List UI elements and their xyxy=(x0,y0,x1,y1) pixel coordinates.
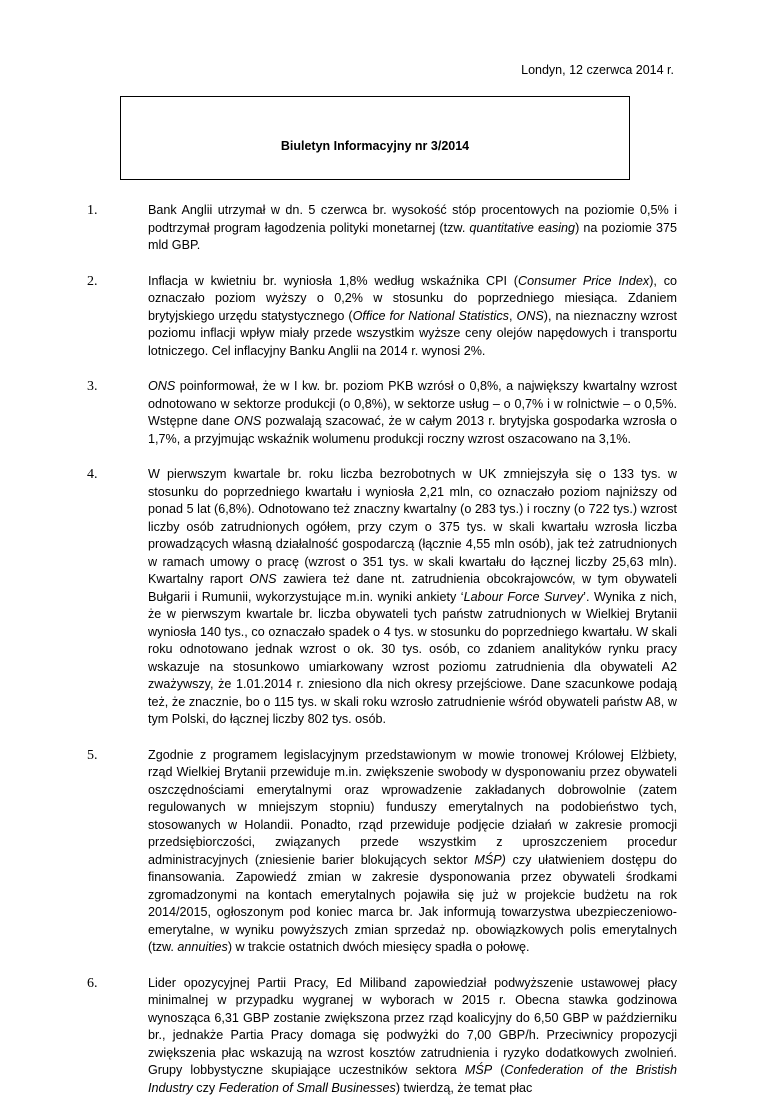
list-item-number: 4. xyxy=(87,467,98,482)
italic-term: quantitative easing xyxy=(469,220,576,235)
italic-term: MŚP xyxy=(464,1063,493,1077)
italic-term: Office for National Statistics xyxy=(352,308,509,323)
italic-term: Federation of Small Businesses xyxy=(218,1080,396,1095)
italic-term: ONS xyxy=(233,414,262,428)
text-run: czy xyxy=(192,1080,219,1095)
list-item-number: 5. xyxy=(87,747,98,763)
italic-term: ONS xyxy=(516,308,544,323)
numbered-list xyxy=(0,202,768,1115)
italic-term: Confederation of the Bristish Industry xyxy=(148,1063,677,1095)
list-item-text xyxy=(148,378,677,448)
italic-term: Consumer Price Index xyxy=(517,273,650,288)
text-run: zawiera też dane nt. zatrudnienia obcokrajowców, w tym obywateli Bułgarii i Rumunii, wykorzystujące m.in. wyniki ankiety ‘ xyxy=(148,572,677,604)
list-item-text xyxy=(148,202,677,255)
list-item-number: 2. xyxy=(87,273,98,289)
text-run: poinformował, że w I kw. br. poziom PKB wzrósł o 0,8%, a największy kwartalny wzrost odnotowano w sektorze produkcji (o 0,8%), w sektorze usług – o 0,7% i w rolnictwie – o 0,5%. Wstępne dane xyxy=(148,379,677,428)
text-run: ’. Wynika z nich, że w pierwszym kwartale br. liczba obywateli tych państw zatrudnionych w Wielkiej Brytanii wyniosła 140 tys., co oznaczało spadek o 4 tys. w stosunku do poprzedniego kwartału. W skali roku odnotowano jednak wzrost o ok. 30 tys. osób, co zdaniem analityków rynku pracy wskazuje na stosunkowo umiarkowany wzrost poziomu zatrudnienia dla obywateli A2 zważywszy, że 1.01.2014 r. zniesiono dla nich okresy przejściowe. Dane szacunkowe podają też, że znacznie, bo o 115 tys. w skali roku wzrosło zatrudnienie wśród obywateli państw A8, w tym Polski, do łącznej liczby 802 tys. osób. xyxy=(148,589,677,726)
text-run: Inflacja w kwietniu br. wyniosła 1,8% według wskaźnika CPI ( xyxy=(148,273,518,288)
text-run: Zgodnie z programem legislacyjnym przedstawionym w mowie tronowej Królowej Elżbiety, rząd Wielkiej Brytanii przewiduje m.in. zwiększenie swobody w dysponowaniu przez obywateli oszczędnościami emerytalnymi oraz wprowadzenie zakładanych dobrowolnie (zatem regulowanych w mniejszym stopniu) funduszy emerytalnych na podobieństwo tych, stosowanych w Holandii. Ponadto, rząd przewiduje podjęcie działań w zakresie promocji przedsiębiorczości, związanych przede wszystkim z uproszczeniem procedur administracyjnych (zniesienie barier blokujących sektor xyxy=(148,747,677,867)
text-run: pozwalają szacować, że w całym 2013 r. brytyjska gospodarka wzrosła o 1,7%, a przyjmując wskaźnik wolumenu produkcji roczny wzrost oszacowano na 3,1%. xyxy=(148,414,678,446)
text-run: ), na nieznaczny wzrost poziomu inflacji wpływ miały przede wszystkim wyższe ceny olejów napędowych i transportu lotniczego. Cel inflacyjny Banku Anglii na 2014 r. wynosi 2%. xyxy=(148,308,677,358)
list-item xyxy=(0,202,768,255)
text-run: ( xyxy=(492,1063,505,1077)
list-item-text xyxy=(148,273,677,361)
text-run: ) twierdzą, że temat płac xyxy=(395,1080,533,1095)
list-item xyxy=(0,273,768,361)
list-item xyxy=(0,378,768,448)
bulletin-header-box xyxy=(120,96,630,180)
text-run: ) w trakcie ostatnich dwóch miesięcy spadła o połowę. xyxy=(227,940,530,954)
italic-term: ONS xyxy=(249,572,277,586)
list-item-text xyxy=(148,747,677,957)
list-item xyxy=(0,747,768,957)
date-line: Londyn, 12 czerwca 2014 r. xyxy=(521,63,674,77)
list-item xyxy=(0,975,768,1098)
text-run: Lider opozycyjnej Partii Pracy, Ed Miliband zapowiedział podwyższenie ustawowej płacy minimalnej w przypadku wygranej w wyborach w 2015 r. Obecna stawka godzinowa wynosząca 6,31 GBP zostanie zwiększona przez rząd koalicyjny do 6,50 GBP w październiku br., jednakże Partia Pracy domaga się podwyżki do 7,00 GBP/h. Przeciwnicy propozycji zwiększenia płac wskazują na wzrost kosztów zatrudnienia i ryzyko dodatkowych zwolnień. Grupy lobbystyczne skupiające uczestników sektora xyxy=(148,975,677,1077)
text-run: W pierwszym kwartale br. roku liczba bezrobotnych w UK zmniejszyła się o 133 tys. w stosunku do poprzedniego kwartału i wyniosła 2,21 mln, co oznaczało poziom najniższy od ponad 5 lat (6,8%). Odnotowano też znaczny kwartalny (o 283 tys.) i roczny (o 722 tys.) wzrost liczby osób zatrudnionych ogółem, przy czym o 375 tys. w skali kwartału wzrosła liczba prowadzących własną działalność gospodarczą (łącznie 4,55 mln osób), jak też zatrudnionych w ramach umowy o pracę (wzrost o 351 tys. w skali kwartału do łącznej liczby 25,63 mln). Kwartalny raport xyxy=(148,467,677,586)
text-run: ), co oznaczało poziom wyższy o 0,2% w stosunku do poprzedniego miesiąca. Zdaniem brytyjskiego urzędu statystycznego ( xyxy=(148,273,677,323)
text-run: czy ułatwieniem dostępu do finansowania. Zapowiedź zmian w zakresie dysponowania przez obywateli środkami zgromadzonymi na kontach emerytalnych pojawiła się już w projekcie budżetu na rok 2014/2015, ogłoszonym pod koniec marca br. Jak informują towarzystwa ubezpieczeniowo-emerytalne, w wyniku powyższych zmian sprzedaż np. obowiązkowych polis emerytalnych (tzw. xyxy=(148,852,677,954)
text-run: Bank Anglii utrzymał w dn. 5 czerwca br. wysokość stóp procentowych na poziomie 0,5% i podtrzymał program łagodzenia polityki monetarnej (tzw. xyxy=(148,203,677,235)
bulletin-title: Biuletyn Informacyjny nr 3/2014 xyxy=(280,139,470,153)
italic-term: annuities xyxy=(177,940,228,954)
italic-term: ONS xyxy=(148,379,176,393)
list-item-text xyxy=(148,466,677,729)
list-item-text xyxy=(148,975,677,1098)
list-item-number: 6. xyxy=(87,975,98,991)
list-item-number: 1. xyxy=(87,203,98,218)
italic-term: Labour Force Survey xyxy=(463,589,584,604)
text-run: ) na poziomie 375 mld GBP. xyxy=(148,220,677,252)
italic-term: MŚP) xyxy=(474,852,506,867)
list-item xyxy=(0,466,768,729)
list-item-number: 3. xyxy=(87,379,98,394)
text-run: , xyxy=(508,308,517,323)
